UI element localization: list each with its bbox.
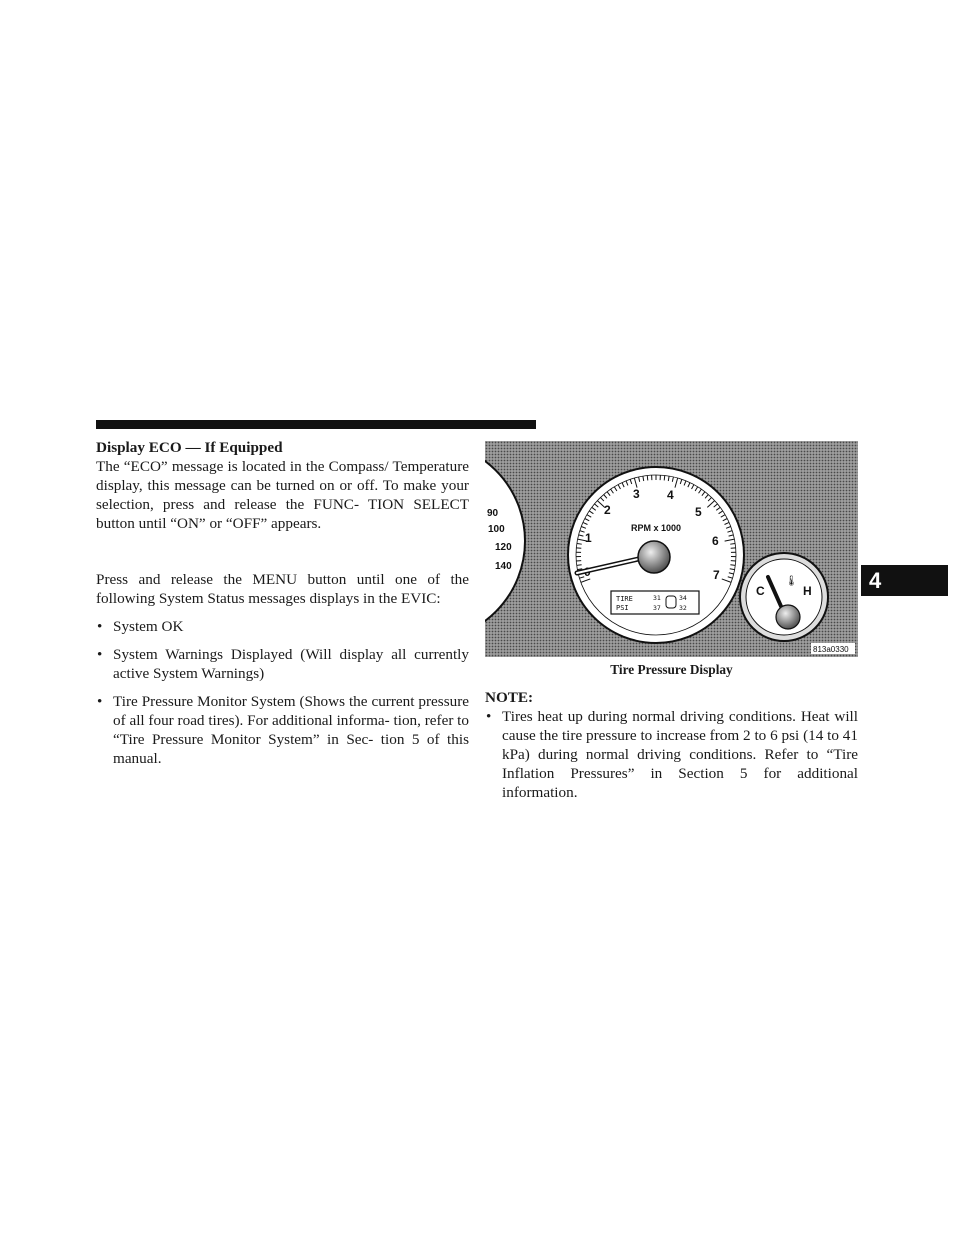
tach-tick-mark bbox=[577, 565, 582, 566]
tach-tick-label: 5 bbox=[695, 505, 702, 519]
tire-value: 34 bbox=[679, 594, 687, 602]
tach-tick-label: 1 bbox=[585, 531, 592, 545]
tach-tick-mark bbox=[647, 475, 648, 480]
tire-value: 32 bbox=[679, 604, 687, 612]
speed-tick-label: 100 bbox=[488, 524, 505, 535]
tire-label: TIRE bbox=[616, 595, 633, 603]
tach-tick-mark bbox=[664, 475, 665, 480]
psi-label: PSI bbox=[616, 604, 629, 612]
section-heading: Display ECO — If Equipped bbox=[96, 439, 283, 456]
tach-tick-mark bbox=[577, 543, 582, 544]
tach-tick-mark bbox=[730, 543, 735, 544]
tire-value: 31 bbox=[653, 594, 661, 602]
speed-tick-label: 90 bbox=[487, 508, 499, 519]
tach-tick-label: 2 bbox=[604, 503, 611, 517]
status-message-list bbox=[96, 617, 469, 768]
section-tab: 4 bbox=[861, 565, 948, 596]
list-item: • Tires heat up during normal driving conditions. Heat will cause the tire pressure to increase from 2 to 6 psi (14 to 41 kPa) during normal driving conditions. Refer to “Tire Inflation Pressures” in Section 5 for additional information. bbox=[486, 708, 858, 801]
temp-hot-label: H bbox=[803, 584, 812, 598]
list-item: • System Warnings Displayed (Will display all currently active System Warnings) bbox=[97, 646, 469, 682]
list-item: • Tire Pressure Monitor System (Shows the current pressure of all four road tires). For additional informa- tion, refer to “Tire Pressure Monitor System” in Sec- tion 5 of this manual. bbox=[97, 693, 469, 767]
figure-code: 813a0330 bbox=[813, 645, 849, 654]
tach-tick-label: 6 bbox=[712, 534, 719, 548]
tach-tick-mark bbox=[730, 565, 735, 566]
coolant-icon: 🌡 bbox=[785, 576, 798, 587]
speed-tick-label: 120 bbox=[495, 542, 512, 553]
note-label: NOTE: bbox=[485, 689, 534, 706]
speed-tick-label: 140 bbox=[495, 561, 512, 572]
note-list bbox=[485, 707, 858, 802]
tire-value: 37 bbox=[653, 604, 661, 612]
rpm-label: RPM x 1000 bbox=[630, 523, 682, 533]
figure-caption: Tire Pressure Display bbox=[610, 662, 733, 677]
section-rule bbox=[96, 420, 536, 429]
right-column bbox=[485, 441, 858, 802]
tach-tick-label: 7 bbox=[713, 568, 720, 582]
menu-paragraph: Press and release the MENU button until one of the following System Status messages displays in the EVIC: bbox=[96, 571, 469, 607]
car-icon bbox=[666, 596, 676, 608]
eco-paragraph: The “ECO” message is located in the Compass/ Temperature display, this message can be turned on or off. To make your selection, press and release the FUNC- TION SELECT button until “ON” or “OFF” appears. bbox=[96, 458, 469, 532]
temp-cold-label: C bbox=[756, 584, 765, 598]
tach-tick-label: 3 bbox=[633, 487, 640, 501]
left-column bbox=[96, 438, 469, 768]
tach-tick-label: 4 bbox=[667, 488, 674, 502]
tach-hub bbox=[638, 541, 670, 573]
list-item: • System OK bbox=[97, 618, 184, 635]
instrument-cluster-illustration bbox=[485, 441, 858, 657]
